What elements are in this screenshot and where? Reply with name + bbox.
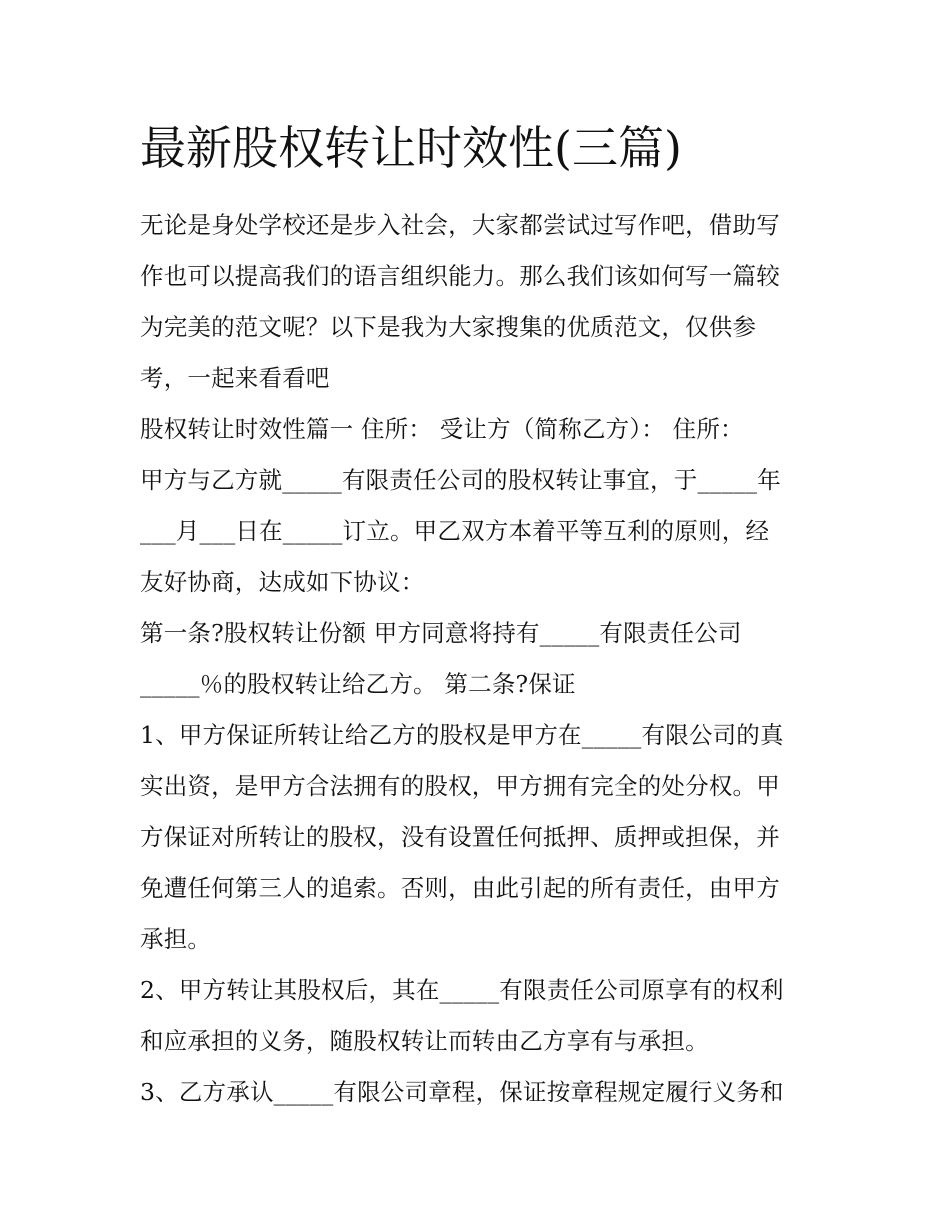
text-line: 考，一起来看看吧: [140, 364, 330, 392]
text-line: 实出资，是甲方合法拥有的股权，甲方拥有完全的处分权。甲: [140, 772, 780, 800]
clause-line: 1、甲方保证所转让给乙方的股权是甲方在_____有限公司的真: [140, 721, 784, 749]
document-title: 最新股权转让时效性(三篇): [140, 121, 682, 175]
text-line: 和应承担的义务，随股权转让而转由乙方享有与承担。: [140, 1027, 709, 1055]
article-line: 第一条?股权转让份额 甲方同意将持有_____有限责任公司: [140, 619, 742, 647]
text-line: 无论是身处学校还是步入社会，大家都尝试过写作吧，借助写: [140, 211, 780, 239]
text-line: ___月___日在_____订立。甲乙双方本着平等互利的原则，经: [140, 517, 770, 545]
document-body: [140, 200, 820, 1118]
text-line: 为完美的范文呢？以下是我为大家搜集的优质范文，仅供参: [140, 313, 757, 341]
text-line: 甲方与乙方就_____有限责任公司的股权转让事宜，于_____年: [140, 466, 781, 494]
text-line: 免遭任何第三人的追索。否则，由此引起的所有责任，由甲方: [140, 874, 780, 902]
text-line: 方保证对所转让的股权，没有设置任何抵押、质押或担保，并: [140, 823, 780, 851]
section-heading-line: 股权转让时效性篇一 住所： 受让方（简称乙方）： 住所：: [140, 415, 744, 443]
article-line: _____％的股权转让给乙方。 第二条?保证: [140, 670, 576, 698]
text-line: 友好协商，达成如下协议：: [140, 568, 425, 596]
text-line: 承担。: [140, 925, 212, 953]
clause-line: 2、甲方转让其股权后，其在_____有限责任公司原享有的权利: [140, 976, 784, 1004]
text-line: 作也可以提高我们的语言组织能力。那么我们该如何写一篇较: [140, 262, 780, 290]
clause-line: 3、乙方承认_____有限公司章程，保证按章程规定履行义务和: [140, 1078, 784, 1106]
